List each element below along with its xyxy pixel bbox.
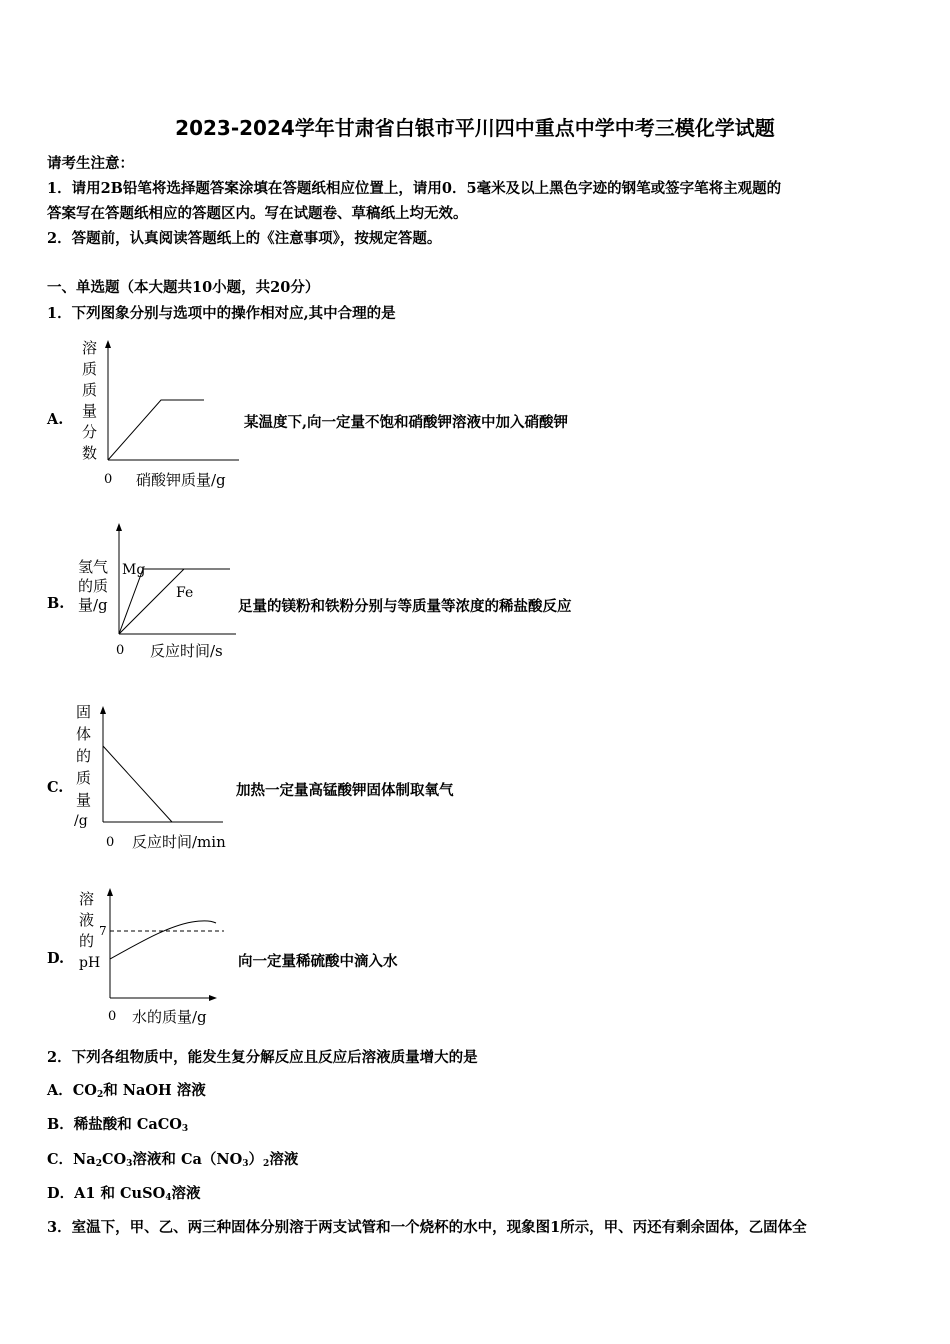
chart-b-mg-label: Mg [122,562,146,578]
q2-option-c-sub-3: 3 [242,1159,249,1169]
q2-option-c-text-1: Na [73,1151,96,1168]
chart-d-curve [110,921,216,959]
chart-b-ylabel-3: 量/g [78,596,108,614]
chart-a [74,330,244,495]
chart-c-curve [103,746,172,822]
option-d-label: D. [47,950,65,967]
chart-c-ylabel-6: /g [74,813,88,829]
notice-heading: 请考生注意： [47,155,134,172]
q2-option-a [47,1079,206,1100]
chart-d-ylabel-4: pH [79,955,101,971]
q2-option-c-sub-4: 2 [263,1159,270,1169]
chart-a-ylabel-1: 溶 [82,339,98,357]
chart-b-origin: 0 [116,643,125,658]
question-1-stem: 1．下列图象分别与选项中的操作相对应,其中合理的是 [47,305,396,322]
q2-option-d-text-2: 溶液 [171,1185,201,1202]
chart-a-ylabel-4: 量 [82,402,98,420]
q2-option-d-text-1: A1 和 CuSO [74,1185,166,1202]
q2-option-b-sub: 3 [181,1124,189,1134]
chart-c-origin: 0 [106,835,115,850]
q2-option-b-text-1: 稀盐酸和 CaCO [73,1116,182,1133]
chart-c-xlabel: 反应时间/min [132,833,226,851]
chart-d-x-arrow [209,995,217,1001]
chart-c [68,697,243,857]
q2-option-c-text-3: 溶液和 Ca（NO [132,1151,243,1168]
chart-b [74,518,239,663]
chart-d-xlabel: 水的质量/g [132,1008,207,1026]
chart-d-origin: 0 [108,1009,117,1024]
chart-c-ylabel-3: 的 [76,747,92,765]
chart-b-ylabel-1: 氢气 [78,558,109,576]
q2-option-c-sub-2: 3 [126,1159,133,1169]
q2-option-a-sub: 2 [96,1090,104,1100]
question-2-stem: 2．下列各组物质中，能发生复分解反应且反应后溶液质量增大的是 [47,1049,478,1066]
chart-a-y-arrow [105,340,111,348]
chart-d-tick-7: 7 [99,924,107,938]
chart-a-ylabel-2: 质 [82,360,98,378]
chart-c-y-arrow [100,706,106,714]
notice-line-2: 2．答题前，认真阅读答题纸上的《注意事项》，按规定答题。 [47,230,442,247]
chart-c-ylabel-4: 质 [76,769,92,787]
page-title: 2023-2024学年甘肃省白银市平川四中重点中学中考三模化学试题 [175,116,775,140]
q2-option-c-label: C． [47,1151,74,1168]
option-a-text: 某温度下,向一定量不饱和硝酸钾溶液中加入硝酸钾 [244,414,569,431]
notice-line-1: 1．请用2B铅笔将选择题答案涂填在答题纸相应位置上，请用0．5毫米及以上黑色字迹的钢笔或签字笔将主观题的 [47,180,782,197]
chart-b-fe-line [119,569,184,634]
chart-a-xlabel: 硝酸钾质量/g [136,471,226,489]
option-b-text: 足量的镁粉和铁粉分别与等质量等浓度的稀盐酸反应 [238,598,572,615]
chart-c-ylabel-5: 量 [76,791,92,809]
q2-option-b [47,1113,188,1134]
option-a-label: A. [47,411,64,428]
chart-d-y-arrow [107,888,113,896]
chart-d-ylabel-1: 溶 [79,890,95,908]
option-b-label: B. [47,595,65,612]
chart-a-curve [108,400,204,460]
q2-option-c [47,1148,298,1169]
chart-a-ylabel-5: 分 [82,423,98,441]
chart-b-ylabel-2: 的质 [78,577,109,595]
chart-a-ylabel-6: 数 [82,444,98,462]
chart-a-ylabel-3: 质 [82,381,98,399]
q2-option-c-text-5: 溶液 [269,1151,299,1168]
section-heading: 一、单选题（本大题共10小题，共20分） [47,279,320,296]
notice-line-1b: 答案写在答题纸相应的答题区内。写在试题卷、草稿纸上均无效。 [47,205,468,222]
option-c-label: C. [47,779,64,796]
chart-a-origin: 0 [104,472,113,487]
chart-c-ylabel-2: 体 [76,725,92,743]
chart-d-ylabel-3: 的 [79,932,95,950]
q2-option-c-text-4: ） [248,1151,264,1168]
q2-option-b-label: B． [47,1116,74,1133]
q2-option-c-text-2: CO [101,1151,127,1168]
q2-option-d-sub: 4 [165,1193,172,1203]
q2-option-d-label: D． [47,1185,75,1202]
q2-option-a-text-1: CO [72,1082,97,1099]
chart-d [74,882,239,1032]
option-c-text: 加热一定量高锰酸钾固体制取氧气 [236,782,454,799]
q2-option-d [47,1182,200,1203]
chart-b-y-arrow [116,523,122,531]
chart-d-ylabel-2: 液 [79,911,95,929]
q2-option-a-text-2: 和 NaOH 溶液 [103,1082,206,1099]
option-d-text: 向一定量稀硫酸中滴入水 [238,953,398,970]
q2-option-c-sub-1: 2 [95,1159,102,1169]
question-3-stem: 3．室温下，甲、乙、两三种固体分别溶于两支试管和一个烧杯的水中，现象图1所示，甲、丙还有剩余固体，乙固体全 [47,1219,807,1236]
chart-c-ylabel-1: 固 [76,703,92,721]
chart-b-fe-label: Fe [176,585,194,601]
chart-b-xlabel: 反应时间/s [150,642,223,660]
q2-option-a-label: A． [47,1082,73,1099]
